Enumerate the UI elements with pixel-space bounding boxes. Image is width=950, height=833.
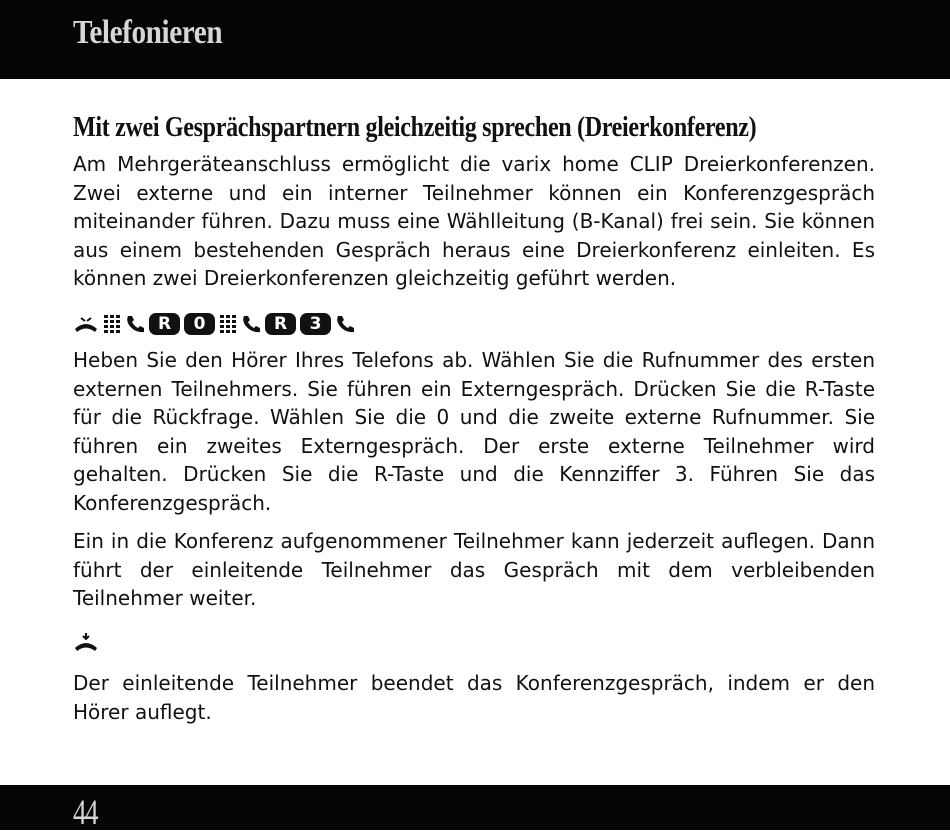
zero-key: 0 xyxy=(184,313,215,335)
handset-talk-icon xyxy=(335,313,355,335)
procedure-paragraph: Heben Sie den Hörer Ihres Telefons ab. Wählen Sie die Rufnummer des ersten externen Teilnehmers. Sie führen ein Externgespräch. Drücken Sie die R-Taste für die Rückfrage. Wählen Sie die 0 und die zweite externe Rufnummer. Sie führen ein zweites Externgespräch. Der erste externe Teilnehmer wird gehalten. Drücken Sie die R-Taste und die Kennziffer 3. Führen Sie das Konferenzgespräch. xyxy=(73,348,875,515)
r-key: R xyxy=(149,313,180,335)
footer-bar xyxy=(0,785,950,830)
handset-talk-icon xyxy=(125,313,145,335)
participant-hangup-paragraph: Ein in die Konferenz aufgenommener Teilnehmer kann jederzeit auflegen. Dann führt der einleitende Teilnehmer das Gespräch mit dem verbleibenden Teilnehmer weiter. xyxy=(73,529,875,610)
three-key: 3 xyxy=(300,313,331,335)
r-key: R xyxy=(265,313,296,335)
header-bar xyxy=(0,0,950,79)
page-header-title: Telefonieren xyxy=(73,14,223,51)
handset-talk-icon xyxy=(241,313,261,335)
end-conference-paragraph: Der einleitende Teilnehmer beendet das Konferenzgespräch, indem er den Hörer auflegt. xyxy=(73,671,875,724)
intro-paragraph: Am Mehrgeräteanschluss ermöglicht die varix home CLIP Dreierkonferenzen. Zwei externe und ein interner Teilnehmer können ein Konferenzgespräch miteinander führen. Dazu muss eine Wählleitung (B-Kanal) frei sein. Sie können aus einem bestehenden Gespräch heraus eine Dreierkonferenz einleiten. Es können zwei Dreierkonferenzen gleichzeitig geführt werden. xyxy=(73,152,875,290)
keypad-icon xyxy=(103,313,121,335)
page-number: 44 xyxy=(73,792,97,832)
handset-lift-icon xyxy=(73,313,99,335)
section-heading: Mit zwei Gesprächspartnern gleichzeitig sprechen (Dreierkonferenz) xyxy=(73,111,757,143)
operating-sequence-end xyxy=(73,630,103,656)
operating-sequence-conference xyxy=(73,311,359,337)
keypad-icon xyxy=(219,313,237,335)
handset-hangup-icon xyxy=(73,632,99,654)
